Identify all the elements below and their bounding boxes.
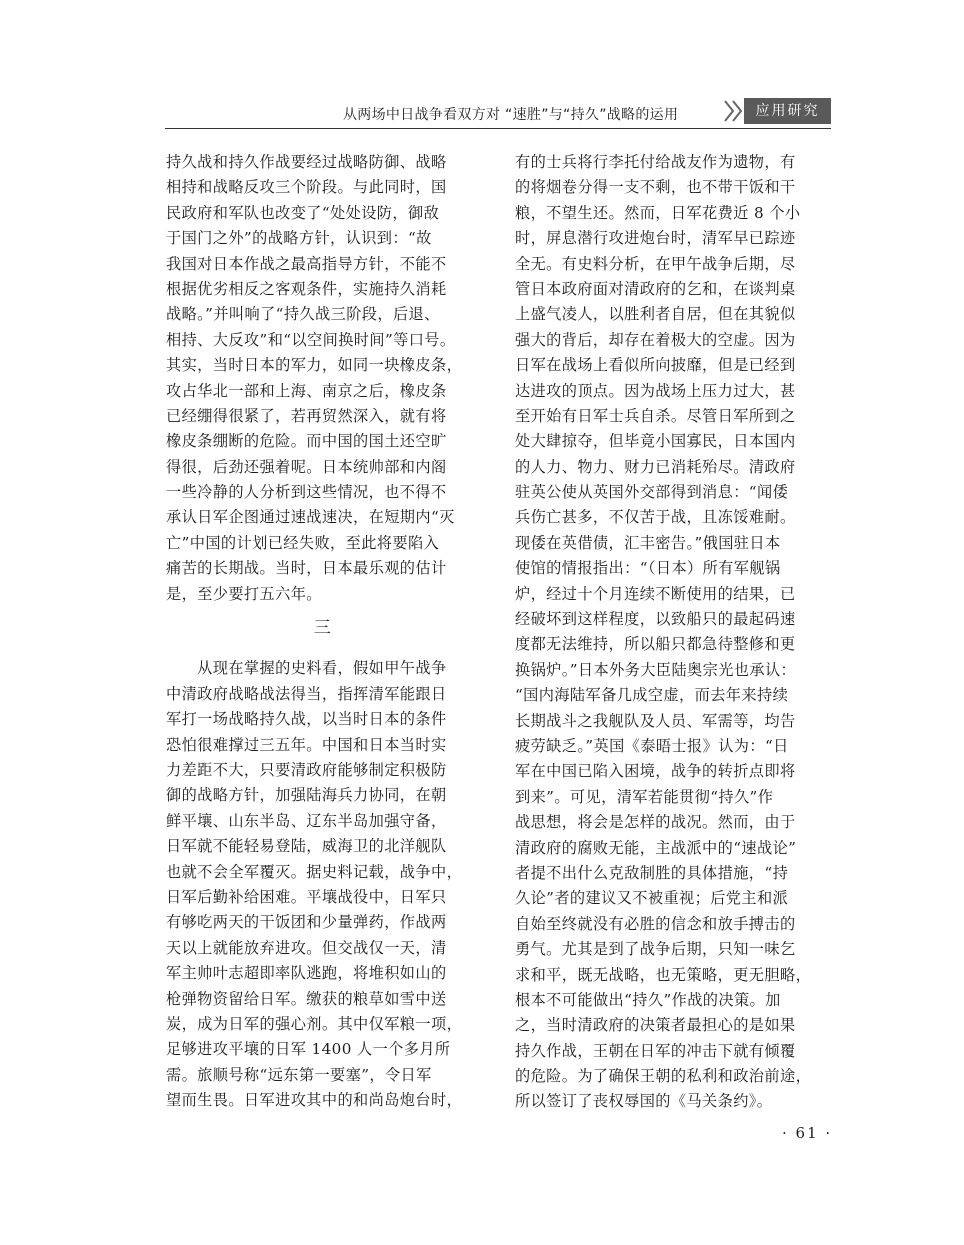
text-line: 日军在战场上看似所向披靡，但是已经到 bbox=[515, 356, 796, 375]
text-line: 的人力、物力、财力已消耗殆尽。清政府 bbox=[515, 457, 796, 476]
text-line: 有的士兵将行李托付给战友作为遗物，有 bbox=[515, 153, 796, 171]
text-line: 中清政府战略战法得当，指挥清军能跟日 bbox=[166, 684, 447, 703]
text-line: 的将烟卷分得一支不剩，也不带干饭和干 bbox=[515, 178, 796, 197]
text-line: 的危险。为了确保王朝的私利和政治前途， bbox=[515, 1067, 812, 1086]
text-line: 相持、大反攻”和“以空间换时间”等口号。 bbox=[166, 330, 456, 349]
paragraph bbox=[515, 150, 828, 1115]
section-heading: 三 bbox=[313, 618, 332, 639]
text-line: 持久战和持久作战要经过战略防御、战略 bbox=[166, 153, 447, 171]
text-line: 使馆的情报指出：“（日本）所有军舰锅 bbox=[515, 559, 781, 578]
text-line: 攻占华北一部和上海、南京之后，橡皮条 bbox=[166, 381, 447, 400]
text-line: 清政府的腐败无能，主战派中的“速战论” bbox=[515, 838, 797, 857]
text-line: 恐怕很难撑过三五年。中国和日本当时实 bbox=[166, 735, 447, 754]
text-line: 度都无法维持，所以船只都急待整修和更 bbox=[515, 635, 796, 654]
text-line: 所以签订了丧权辱国的《马关条约》。 bbox=[515, 1092, 773, 1111]
text-line: 亡”中国的计划已经失败，至此将要陷入 bbox=[166, 533, 440, 552]
text-line: 望而生畏。日军进攻其中的和尚岛炮台时， bbox=[166, 1091, 463, 1110]
left-column bbox=[166, 150, 479, 1113]
text-line: 橡皮条绷断的危险。而中国的国土还空旷 bbox=[166, 432, 447, 451]
right-column bbox=[515, 150, 828, 1115]
text-line: 鲜平壤、山东半岛、辽东半岛加强守备， bbox=[166, 811, 447, 830]
text-line: 枪弹物资留给日军。缴获的粮草如雪中送 bbox=[166, 989, 447, 1008]
text-line: 求和平，既无战略，也无策略，更无胆略， bbox=[515, 965, 812, 984]
text-line: 到来”。可见，清军若能贯彻“持久”作 bbox=[515, 787, 774, 806]
text-line: 长期战斗之我舰队及人员、军需等，均告 bbox=[515, 711, 796, 730]
paragraph bbox=[166, 150, 479, 607]
text-line: 强大的背后，却存在着极大的空虚。因为 bbox=[515, 330, 796, 349]
text-line: 一些冷静的人分析到这些情况，也不得不 bbox=[166, 483, 447, 502]
text-line: 战略。”并叫响了“持久战三阶段，后退、 bbox=[166, 305, 440, 324]
text-line: 日军后勤补给困难。平壤战役中，日军只 bbox=[166, 887, 447, 906]
text-line: 之，当时清政府的决策者最担心的是如果 bbox=[515, 1016, 796, 1035]
text-line: 相持和战略反攻三个阶段。与此同时，国 bbox=[166, 178, 447, 197]
text-line: 炉，经过十个月连续不断使用的结果，已 bbox=[515, 584, 796, 603]
text-line: 持久作战，王朝在日军的冲击下就有倾覆 bbox=[515, 1041, 796, 1060]
text-line: 管日本政府面对清政府的乞和，在谈判桌 bbox=[515, 279, 796, 298]
text-line: 现倭在英借债，汇丰密告。”俄国驻日本 bbox=[515, 533, 781, 552]
text-line: 久论”者的建议又不被重视；后党主和派 bbox=[515, 889, 789, 908]
section-badge: 应用研究 bbox=[744, 98, 831, 124]
text-line: 自始至终就没有必胜的信念和放手搏击的 bbox=[515, 914, 796, 933]
page-number: · 61 · bbox=[782, 1124, 833, 1142]
text-line: 军打一场战略持久战，以当时日本的条件 bbox=[166, 710, 447, 729]
text-line: 足够进攻平壤的日军 1400 人一个多月所 bbox=[166, 1040, 451, 1059]
text-line: “国内海陆军备几成空虚，而去年来持续 bbox=[515, 686, 789, 705]
text-line: 从现在掌握的史料看，假如甲午战争 bbox=[166, 659, 447, 678]
text-line: 时，屏息潜行攻进炮台时，清军早已踪迹 bbox=[515, 229, 796, 248]
text-line: 军主帅叶志超即率队逃跑，将堆积如山的 bbox=[166, 964, 447, 983]
text-line: 勇气。尤其是到了战争后期，只知一味乞 bbox=[515, 940, 796, 959]
text-line: 日军就不能轻易登陆，威海卫的北洋舰队 bbox=[166, 837, 447, 856]
text-line: 根据优劣相反之客观条件，实施持久消耗 bbox=[166, 279, 447, 298]
text-line: 根本不可能做出“持久”作战的决策。加 bbox=[515, 990, 781, 1009]
text-line: 有够吃两天的干饭团和少量弹药，作战两 bbox=[166, 913, 447, 932]
text-line: 御的战略方针，加强陆海兵力协同，在朝 bbox=[166, 786, 447, 805]
text-line: 是，至少要打五六年。 bbox=[166, 584, 322, 603]
text-line: 至开始有日军士兵自杀。尽管日军所到之 bbox=[515, 406, 796, 425]
text-line: 驻英公使从英国外交部得到消息：“闻倭 bbox=[515, 483, 789, 502]
text-line: 者提不出什么克敌制胜的具体措施，“持 bbox=[515, 863, 789, 882]
text-line: 也就不会全军覆灭。据史料记载，战争中， bbox=[166, 862, 463, 881]
paragraph bbox=[166, 656, 479, 1113]
text-line: 疲劳缺乏。”英国《泰晤士报》认为：“日 bbox=[515, 736, 789, 755]
running-header-title: 从两场中日战争看双方对 “速胜”与“持久”战略的运用 bbox=[343, 107, 679, 123]
text-line: 其实，当时日本的军力，如同一块橡皮条， bbox=[166, 356, 463, 375]
text-line: 炭，成为日军的强心剂。其中仅军粮一项， bbox=[166, 1014, 463, 1033]
double-chevron-icon bbox=[723, 98, 745, 124]
text-line: 经破坏到这样程度，以致船只的最起码速 bbox=[515, 610, 796, 629]
text-line: 军在中国已陷入困境，战争的转折点即将 bbox=[515, 762, 796, 781]
text-line: 达进攻的顶点。因为战场上压力过大，甚 bbox=[515, 381, 796, 400]
text-line: 已经绷得很紧了，若再贸然深入，就有将 bbox=[166, 406, 447, 425]
text-line: 兵伤亡甚多，不仅苦于战，且冻馁难耐。 bbox=[515, 508, 796, 527]
text-line: 承认日军企图通过速战速决，在短期内“灭 bbox=[166, 508, 455, 527]
running-header bbox=[165, 96, 831, 130]
text-line: 天以上就能放弃进攻。但交战仅一天，清 bbox=[166, 938, 447, 957]
text-line: 需。旅顺号称“远东第一要塞”，令日军 bbox=[166, 1065, 432, 1084]
text-line: 全无。有史料分析，在甲午战争后期，尽 bbox=[515, 254, 796, 273]
text-line: 得很，后劲还强着呢。日本统帅部和内阁 bbox=[166, 457, 447, 476]
text-line: 民政府和军队也改变了“处处设防，御敌 bbox=[166, 203, 440, 222]
text-line: 痛苦的长期战。当时，日本最乐观的估计 bbox=[166, 559, 447, 578]
text-line: 处大肆掠夺，但毕竟小国寡民，日本国内 bbox=[515, 432, 796, 451]
header-rule bbox=[165, 128, 831, 129]
text-line: 力差距不大，只要清政府能够制定积极防 bbox=[166, 760, 447, 779]
text-line: 上盛气凌人，以胜利者自居，但在其貌似 bbox=[515, 305, 796, 324]
text-line: 粮，不望生还。然而，日军花费近 8 个小 bbox=[515, 203, 801, 222]
text-line: 于国门之外”的战略方针，认识到：“故 bbox=[166, 229, 432, 248]
text-line: 换锅炉。”日本外务大臣陆奥宗光也承认： bbox=[515, 660, 797, 679]
text-line: 战思想，将会是怎样的战况。然而，由于 bbox=[515, 813, 796, 832]
text-line: 我国对日本作战之最高指导方针，不能不 bbox=[166, 254, 447, 273]
